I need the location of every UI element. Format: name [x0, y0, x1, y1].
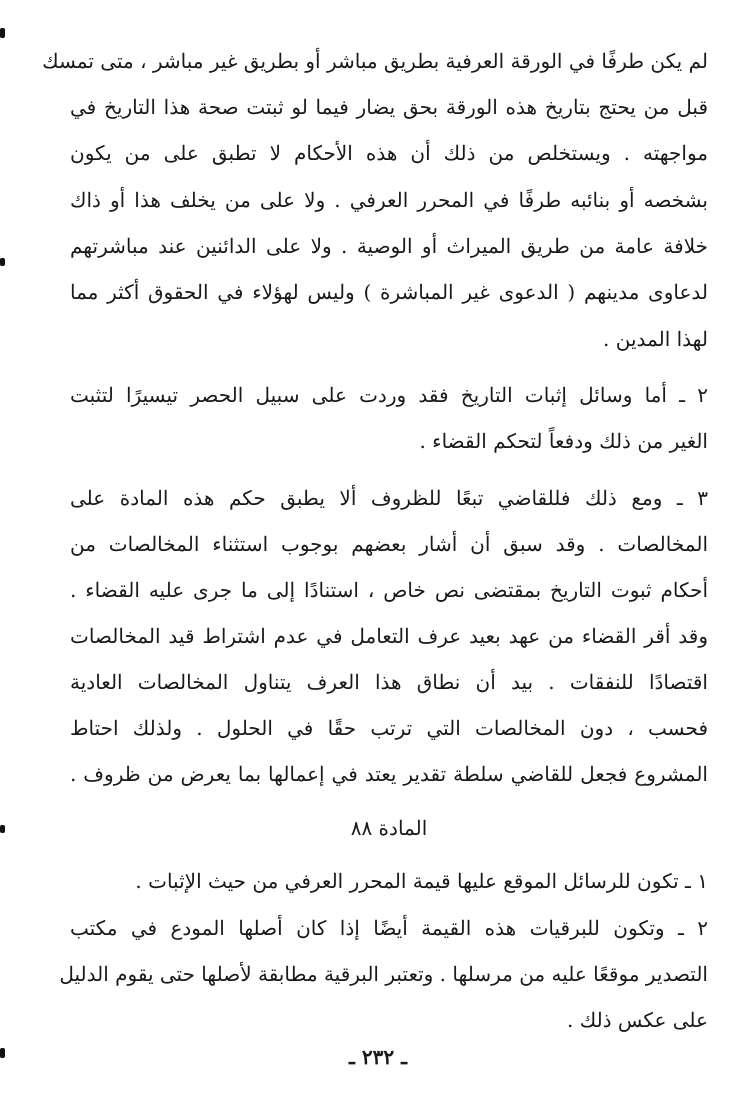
text-line: ١ ـ تكون للرسائل الموقع عليها قيمة المحرر العرفي من حيث الإثبات .	[135, 869, 708, 893]
text-line: الغير من ذلك ودفعاً لتحكم القضاء .	[419, 429, 708, 453]
text-line: خلافة عامة من طريق الميراث أو الوصية . ولا على الدائنين عند مباشرتهم	[70, 234, 708, 258]
text-line: ٢ ـ أما وسائل إثبات التاريخ فقد وردت على سبيل الحصر تيسيرًا لتثبت	[70, 383, 708, 407]
text-line: المشروع فجعل للقاضي سلطة تقدير يعتد في إعمالها بما يعرض من ظروف .	[70, 762, 708, 786]
text-line: أحكام ثبوت التاريخ بمقتضى نص خاص ، استنادًا إلى ما جرى عليه القضاء .	[70, 578, 708, 602]
scan-mark	[0, 28, 5, 38]
text-line: اقتصادًا للنفقات . بيد أن نطاق هذا العرف يتناول المخالصات العادية	[70, 670, 708, 694]
text-line: قبل من يحتج بتاريخ هذه الورقة بحق يضار فيما لو ثبتت صحة هذا التاريخ في	[70, 95, 708, 119]
text-line: وقد أقر القضاء من عهد بعيد عرف التعامل في عدم اشتراط قيد المخالصات	[70, 624, 708, 648]
page-number: ـ ٢٣٢ ـ	[349, 1045, 407, 1069]
text-line: التصدير موقعًا عليه من مرسلها . وتعتبر البرقية مطابقة لأصلها حتى يقوم الدليل	[59, 962, 708, 986]
scan-mark	[0, 258, 5, 266]
text-line: لدعاوى مدينهم ( الدعوى غير المباشرة ) وليس لهؤلاء في الحقوق أكثر مما	[70, 280, 708, 304]
text-line: ٢ ـ وتكون للبرقيات هذه القيمة أيضًا إذا كان أصلها المودع في مكتب	[70, 916, 708, 940]
article-heading: المادة ٨٨	[350, 816, 428, 840]
text-line: لهذا المدين .	[603, 327, 708, 351]
text-line: فحسب ، دون المخالصات التي ترتب حقًا في الحلول . ولذلك احتاط	[70, 716, 708, 740]
text-line: على عكس ذلك .	[567, 1008, 708, 1032]
text-line: بشخصه أو بنائبه طرفًا في المحرر العرفي . ولا على من يخلف هذا أو ذاك	[70, 188, 708, 212]
book-page	[42, 38, 708, 1081]
scan-mark	[0, 825, 5, 833]
text-line: ٣ ـ ومع ذلك فللقاضي تبعًا للظروف ألا يطبق حكم هذه المادة على	[70, 486, 708, 510]
text-line: المخالصات . وقد سبق أن أشار بعضهم بوجوب استثناء المخالصات من	[70, 532, 708, 556]
text-line: لم يكن طرفًا في الورقة العرفية بطريق مباشر أو بطريق غير مباشر ، متى تمسك	[42, 49, 708, 73]
text-line: مواجهته . ويستخلص من ذلك أن هذه الأحكام لا تطبق على من يكون	[70, 141, 708, 165]
